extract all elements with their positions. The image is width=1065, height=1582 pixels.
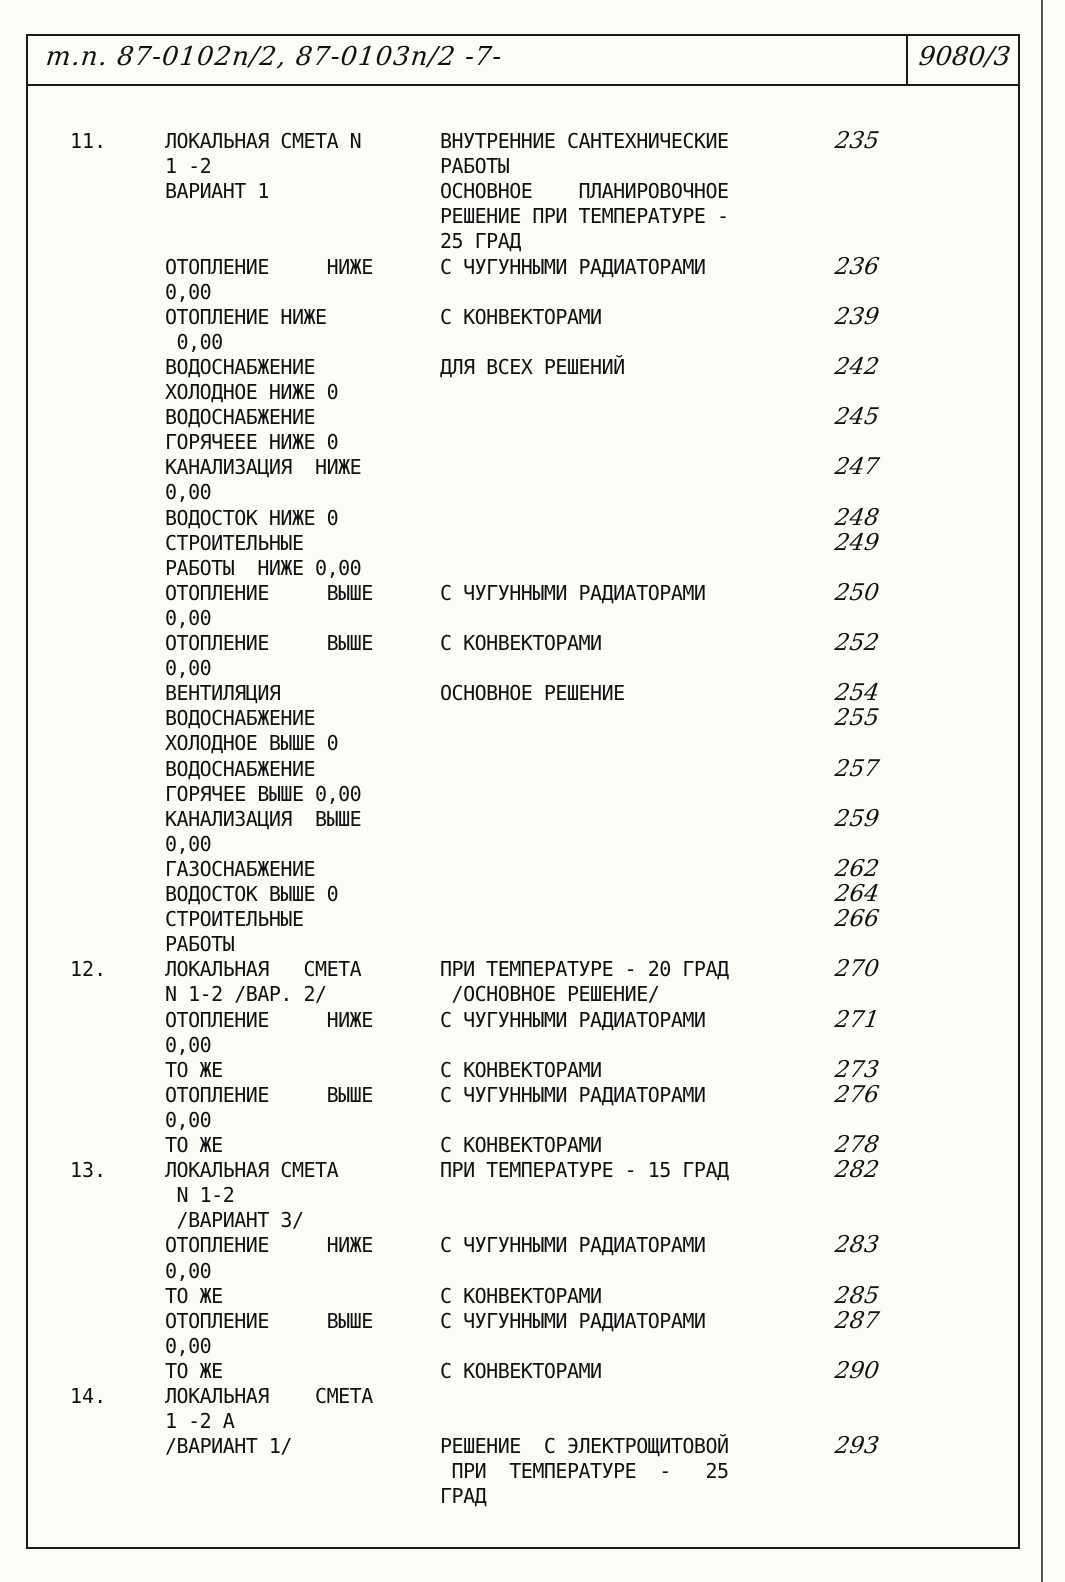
item-name: РАБОТЫ xyxy=(165,932,235,957)
item-name: ХОЛОДНОЕ НИЖЕ 0 xyxy=(165,380,339,404)
table-row xyxy=(0,1108,1000,1133)
item-name: ОТОПЛЕНИЕ НИЖЕ xyxy=(165,1233,373,1258)
page-number: 270 xyxy=(833,956,881,983)
row-number: 13. xyxy=(70,1158,107,1183)
page-number: 235 xyxy=(833,128,881,154)
page-number: 236 xyxy=(833,253,881,280)
item-name: РАБОТЫ НИЖЕ 0,00 xyxy=(165,555,362,580)
table-row xyxy=(0,355,1000,380)
item-name: 0,00 xyxy=(165,831,212,856)
table-row xyxy=(0,154,1000,179)
page-edge-line xyxy=(1041,0,1043,1582)
table-row xyxy=(0,957,1000,982)
table-row xyxy=(0,1133,1000,1158)
item-name: 0,00 xyxy=(165,480,212,505)
item-name: ГАЗОСНАБЖЕНИЕ xyxy=(165,856,316,881)
item-name: ВЕНТИЛЯЦИЯ xyxy=(165,681,281,706)
table-row xyxy=(0,1033,1000,1058)
table-row xyxy=(0,832,1000,857)
table-row xyxy=(0,631,1000,656)
page-number: 287 xyxy=(833,1307,881,1334)
page-number: 255 xyxy=(833,705,881,732)
item-description: ПРИ ТЕМПЕРАТУРЕ - 15 ГРАД xyxy=(440,1158,729,1183)
table-row xyxy=(0,782,1000,807)
item-description: РАБОТЫ xyxy=(440,154,510,179)
page-number: 254 xyxy=(833,680,881,707)
table-row xyxy=(0,1459,1000,1484)
sheet-number: 9080/3 xyxy=(917,42,1013,72)
page-number: 250 xyxy=(833,579,881,606)
item-description: ДЛЯ ВСЕХ РЕШЕНИЙ xyxy=(440,354,625,379)
item-description: РЕШЕНИЕ ПРИ ТЕМПЕРАТУРЕ - xyxy=(440,204,729,229)
header-divider xyxy=(26,84,1020,86)
item-name: СТРОИТЕЛЬНЫЕ xyxy=(165,530,304,555)
item-description: ВНУТРЕННИЕ САНТЕХНИЧЕСКИЕ xyxy=(440,129,729,153)
item-name: ОТОПЛЕНИЕ НИЖЕ xyxy=(165,1007,373,1032)
item-name: КАНАЛИЗАЦИЯ ВЫШЕ xyxy=(165,806,362,831)
table-row xyxy=(0,1484,1000,1509)
item-description: 25 ГРАД xyxy=(440,229,521,254)
table-row xyxy=(0,932,1000,957)
row-number: 12. xyxy=(70,957,107,982)
item-description: С КОНВЕКТОРАМИ xyxy=(440,304,602,329)
item-name: 0,00 xyxy=(165,1032,212,1057)
table-row xyxy=(0,1083,1000,1108)
item-name: ВАРИАНТ 1 xyxy=(165,179,269,204)
table-row xyxy=(0,1233,1000,1258)
item-name: 1 -2 xyxy=(165,154,212,179)
page-number: 249 xyxy=(833,529,881,556)
item-name: N 1-2 xyxy=(165,1183,235,1208)
table-row xyxy=(0,380,1000,405)
item-description: ОСНОВНОЕ РЕШЕНИЕ xyxy=(440,681,625,706)
item-description: С ЧУГУННЫМИ РАДИАТОРАМИ xyxy=(440,1007,706,1032)
item-name: ОТОПЛЕНИЕ ВЫШЕ xyxy=(165,1082,373,1107)
table-row xyxy=(0,1259,1000,1284)
item-description: С КОНВЕКТОРАМИ xyxy=(440,1057,602,1082)
table-row xyxy=(0,656,1000,681)
table-row xyxy=(0,129,1000,154)
table-row xyxy=(0,731,1000,756)
page-number: 259 xyxy=(833,805,881,832)
table-row xyxy=(0,455,1000,480)
item-name: 1 -2 А xyxy=(165,1409,235,1434)
item-name: 0,00 xyxy=(165,1107,212,1132)
table-row xyxy=(0,480,1000,505)
item-description: ГРАД xyxy=(440,1484,487,1509)
item-description: РЕШЕНИЕ С ЭЛЕКТРОЩИТОВОЙ xyxy=(440,1434,729,1459)
table-row xyxy=(0,179,1000,204)
table-row xyxy=(0,807,1000,832)
table-row xyxy=(0,556,1000,581)
table-row xyxy=(0,757,1000,782)
item-name: ОТОПЛЕНИЕ ВЫШЕ xyxy=(165,1308,373,1333)
page-number: 282 xyxy=(833,1157,881,1184)
item-description: С ЧУГУННЫМИ РАДИАТОРАМИ xyxy=(440,1308,706,1333)
table-row xyxy=(0,857,1000,882)
page-number: 245 xyxy=(833,404,881,431)
item-name: 0,00 xyxy=(165,656,212,681)
item-name: 0,00 xyxy=(165,1333,212,1358)
item-name: ТО ЖЕ xyxy=(165,1283,223,1308)
item-description: С КОНВЕКТОРАМИ xyxy=(440,1358,602,1383)
table-row xyxy=(0,1409,1000,1434)
page-number: 242 xyxy=(833,353,881,380)
item-description: С КОНВЕКТОРАМИ xyxy=(440,1133,602,1157)
item-name: N 1-2 /ВАР. 2/ xyxy=(165,982,327,1007)
table-row xyxy=(0,606,1000,631)
item-description: ПРИ ТЕМПЕРАТУРЕ - 20 ГРАД xyxy=(440,957,729,982)
table-row xyxy=(0,255,1000,280)
page-number: 276 xyxy=(833,1081,881,1108)
header-title: т.п. 87-0102п/2, 87-0103п/2 -7- xyxy=(44,42,504,72)
page-number: 248 xyxy=(833,504,881,531)
item-name: ЛОКАЛЬНАЯ СМЕТА xyxy=(165,1158,339,1183)
table-row xyxy=(0,1284,1000,1309)
page-number: 264 xyxy=(833,881,881,907)
row-number: 11. xyxy=(70,129,107,153)
item-name: ГОРЯЧЕЕЕ НИЖЕ 0 xyxy=(165,430,339,455)
page-number: 257 xyxy=(833,755,881,782)
item-name: ОТОПЛЕНИЕ НИЖЕ xyxy=(165,254,373,279)
table-row xyxy=(0,882,1000,907)
page-number: 293 xyxy=(833,1433,881,1460)
table-row xyxy=(0,1058,1000,1083)
item-description: С КОНВЕКТОРАМИ xyxy=(440,631,602,655)
page-number: 290 xyxy=(833,1357,881,1384)
table-row xyxy=(0,706,1000,731)
item-description: С ЧУГУННЫМИ РАДИАТОРАМИ xyxy=(440,254,706,279)
page-number: 278 xyxy=(833,1132,881,1158)
item-name: ЛОКАЛЬНАЯ СМЕТА xyxy=(165,957,362,982)
item-name: ВОДОСНАБЖЕНИЕ xyxy=(165,756,316,781)
item-name: ОТОПЛЕНИЕ НИЖЕ xyxy=(165,304,327,329)
item-name: ОТОПЛЕНИЕ ВЫШЕ xyxy=(165,631,373,655)
sheet-number-divider xyxy=(906,34,908,85)
page-number: 273 xyxy=(833,1056,881,1083)
item-name: ВОДОСНАБЖЕНИЕ xyxy=(165,354,316,379)
item-name: КАНАЛИЗАЦИЯ НИЖЕ xyxy=(165,455,362,480)
item-name: 0,00 xyxy=(165,1258,212,1283)
item-name: ВОДОСНАБЖЕНИЕ xyxy=(165,706,316,731)
item-name: ТО ЖЕ xyxy=(165,1358,223,1383)
table-row xyxy=(0,581,1000,606)
item-name: /ВАРИАНТ 3/ xyxy=(165,1208,304,1233)
table-row xyxy=(0,1434,1000,1459)
item-description: ПРИ ТЕМПЕРАТУРЕ - 25 xyxy=(440,1459,729,1484)
table-row xyxy=(0,506,1000,531)
item-name: СТРОИТЕЛЬНЫЕ xyxy=(165,907,304,932)
item-name: ТО ЖЕ xyxy=(165,1057,223,1082)
item-description: /ОСНОВНОЕ РЕШЕНИЕ/ xyxy=(440,982,660,1007)
page-number: 239 xyxy=(833,303,881,330)
page-number: 247 xyxy=(833,454,881,481)
table-row xyxy=(0,1334,1000,1359)
table-row xyxy=(0,1208,1000,1233)
item-name: ТО ЖЕ xyxy=(165,1133,223,1157)
item-name: 0,00 xyxy=(165,329,223,354)
table-row xyxy=(0,229,1000,254)
item-name: ЛОКАЛЬНАЯ СМЕТА N xyxy=(165,129,362,153)
item-name: ГОРЯЧЕЕ ВЫШЕ 0,00 xyxy=(165,781,362,806)
page-number: 271 xyxy=(833,1006,881,1033)
table-row xyxy=(0,531,1000,556)
page-number: 262 xyxy=(833,855,881,882)
item-name: ОТОПЛЕНИЕ ВЫШЕ xyxy=(165,580,373,605)
table-row xyxy=(0,907,1000,932)
table-row xyxy=(0,204,1000,229)
table-row xyxy=(0,1384,1000,1409)
item-description: С ЧУГУННЫМИ РАДИАТОРАМИ xyxy=(440,580,706,605)
page-number: 285 xyxy=(833,1282,881,1309)
item-description: ОСНОВНОЕ ПЛАНИРОВОЧНОЕ xyxy=(440,179,729,204)
table-row xyxy=(0,1309,1000,1334)
item-description: С КОНВЕКТОРАМИ xyxy=(440,1283,602,1308)
table-row xyxy=(0,305,1000,330)
item-name: ЛОКАЛЬНАЯ СМЕТА xyxy=(165,1384,373,1408)
item-name: ВОДОСТОК ВЫШЕ 0 xyxy=(165,882,339,906)
row-number: 14. xyxy=(70,1384,107,1408)
table-row xyxy=(0,1359,1000,1384)
table-row xyxy=(0,1158,1000,1183)
item-name: ВОДОСТОК НИЖЕ 0 xyxy=(165,505,339,530)
page-number: 266 xyxy=(833,906,881,933)
table-row xyxy=(0,1183,1000,1208)
page-number: 283 xyxy=(833,1232,881,1259)
table-row xyxy=(0,681,1000,706)
item-name: 0,00 xyxy=(165,605,212,630)
table-row xyxy=(0,430,1000,455)
item-description: С ЧУГУННЫМИ РАДИАТОРАМИ xyxy=(440,1233,706,1258)
item-name: 0,00 xyxy=(165,279,212,304)
table-row xyxy=(0,1008,1000,1033)
table-row xyxy=(0,330,1000,355)
item-name: /ВАРИАНТ 1/ xyxy=(165,1434,292,1459)
item-name: ВОДОСНАБЖЕНИЕ xyxy=(165,405,316,430)
item-description: С ЧУГУННЫМИ РАДИАТОРАМИ xyxy=(440,1082,706,1107)
table-row xyxy=(0,982,1000,1007)
table-row xyxy=(0,280,1000,305)
page-number: 252 xyxy=(833,630,881,656)
table-row xyxy=(0,405,1000,430)
item-name: ХОЛОДНОЕ ВЫШЕ 0 xyxy=(165,731,339,756)
